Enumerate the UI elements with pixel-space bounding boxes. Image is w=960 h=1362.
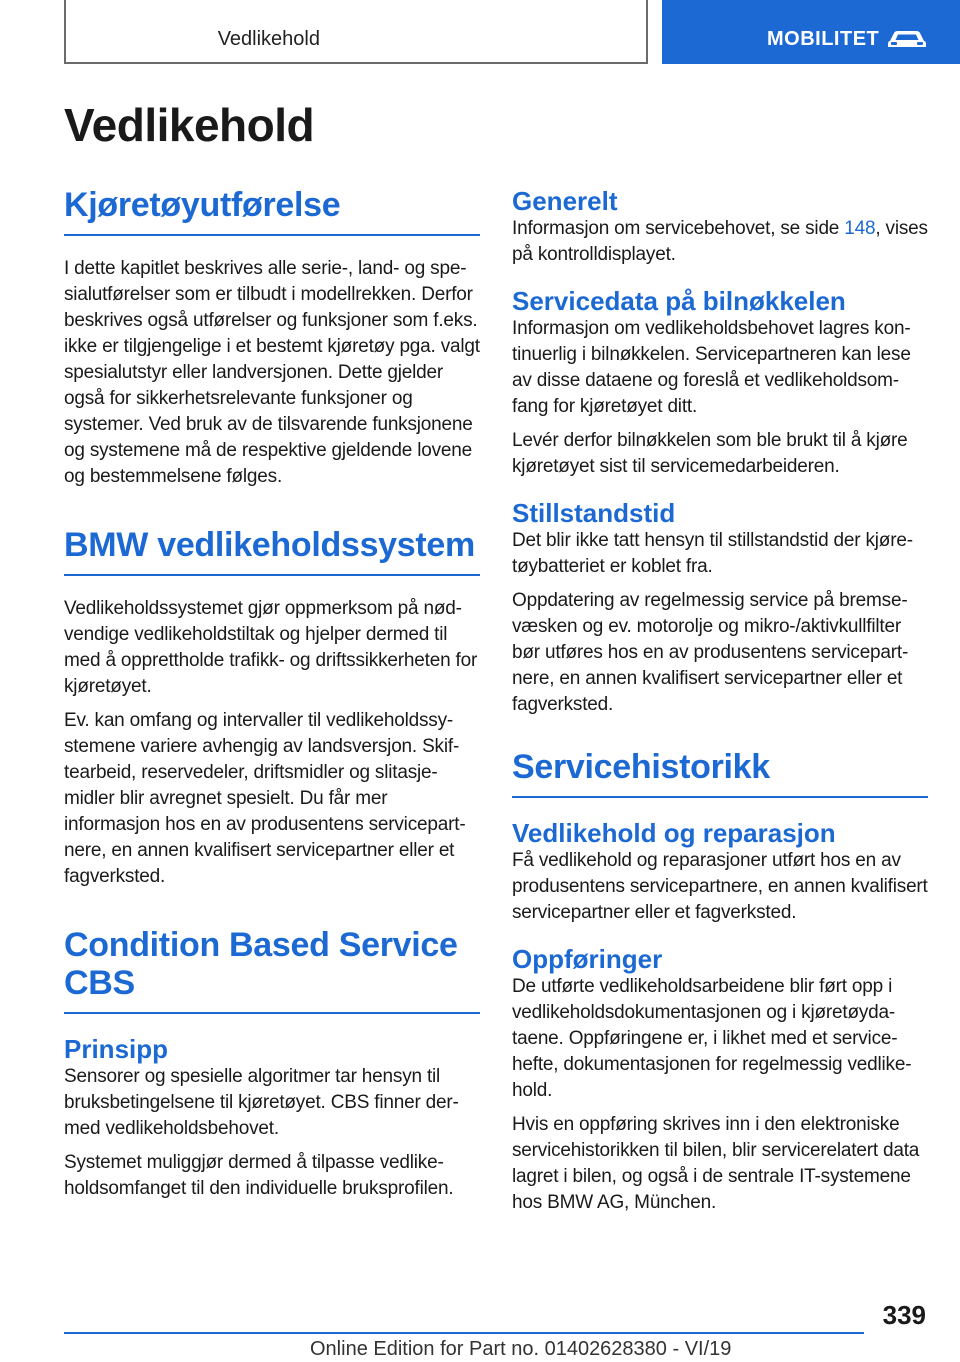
paragraph: Få vedlikehold og reparasjoner utført hos en av produsentens servicepartnere, en annen kvalifisert servicepartner eller et fagverksted. [512,850,928,923]
header-section-title: Vedlikehold [217,28,320,50]
subheading-servicedata: Servicedata på bilnøkkelen [512,286,846,316]
paragraph: Oppdatering av regelmessig service på bremsevæsken og ev. motorolje og mikro-/aktivkullfilter bør utføres hos en av produsentens servicepartnere, en annen kvalifisert servicepartner eller et fagverksted. [512,590,909,715]
subheading-stillstandstid: Stillstandstid [512,498,676,528]
subheading-prinsipp: Prinsipp [64,1034,169,1064]
subheading-generelt: Generelt [512,186,618,216]
paragraph [512,216,928,268]
text: , vises på kontrolldisplayet. [512,218,928,265]
heading-kjoretoyutforelse: Kjøretøyutførelse [64,186,341,224]
heading-bmw-vedlikeholdssystem: BMW vedlikeholdssystem [64,526,475,564]
paragraph: I dette kapitlet beskrives alle serie-, land- og spesialutførelser som er tilbudt i modellrekken. Derfor beskrives også utførelser og funksjoner som f.eks. ikke er tilgjengelige i et bestemt kjøretøy pga. valgt spesialutstyr eller landversjonen. Dette gjelder også for sikkerhetsrelevante funksjoner og systemer. Ved bruk av de tilsvarende funksjonene og systemene må de respektive gjeldende lovene og bestemmelsene følges. [64,258,480,487]
paragraph: Levér derfor bilnøkkelen som ble brukt til å kjøre kjøretøyet sist til servicemedarbeideren. [512,430,908,477]
paragraph: Systemet muliggjør dermed å tilpasse vedlikeholdsomfanget til den individuelle bruksprofilen. [64,1152,454,1199]
paragraph: Det blir ikke tatt hensyn til stillstandstid der kjøretøybatteriet er koblet fra. [512,530,914,577]
page-number: 339 [882,1300,926,1330]
heading-rule [512,796,928,798]
footer-rule [64,1332,864,1334]
paragraph: Hvis en oppføring skrives inn i den elektroniske servicehistorikken til bilen, blir servicerelatert data lagret i bilen, og også i de sentrale IT-systemene hos BMW AG, München. [512,1114,920,1213]
page-title: Vedlikehold [64,99,315,151]
car-icon [886,28,928,50]
heading-rule [64,234,480,236]
left-column [64,186,480,1210]
page-link[interactable]: 148 [844,218,876,239]
paragraph: De utførte vedlikeholdsarbeidene blir ført opp i vedlikeholdsdokumentasjonen og i kjøretøydataene. Oppføringene er, i likhet med et servicehefte, dokumentasjonen for regelmessig vedlikehold. [512,976,912,1101]
text: Informasjon om servicebehovet, se side [512,218,845,239]
paragraph: Sensorer og spesielle algoritmer tar hensyn til bruksbetingelsene til kjøretøyet. CBS finner dermed vedlikeholdsbehovet. [64,1066,459,1139]
mobilitet-tab-label: MOBILITET [767,28,880,50]
mobilitet-tab[interactable] [662,0,960,64]
footer-edition: Online Edition for Part no. 01402628380 - VI/19 [310,1338,732,1360]
paragraph: Vedlikeholdssystemet gjør oppmerksom på nødvendige vedlikeholdstiltak og hjelper dermed til med å opprettholde trafikk- og driftssikkerheten for kjøretøyet. [64,598,478,697]
heading-condition-based-service: Condition Based Service CBS [64,926,458,1002]
heading-rule [64,1012,480,1014]
subheading-vedlikehold-og-reparasjon: Vedlikehold og reparasjon [512,818,836,848]
heading-rule [64,574,480,576]
header-frame [64,0,648,64]
right-column [512,186,928,1224]
heading-servicehistorikk: Servicehistorikk [512,748,770,786]
paragraph: Informasjon om vedlikeholdsbehovet lagres kontinuerlig i bilnøkkelen. Servicepartneren kan lese av disse dataene og foreslå et vedlikeholdsomfang for kjøretøyet ditt. [512,318,911,417]
subheading-oppforinger: Oppføringer [512,944,663,974]
paragraph: Ev. kan omfang og intervaller til vedlikeholdssystemene variere avhengig av landsversjon. Skiftearbeid, reservedeler, driftsmidler og slitasjemidler blir avregnet spesielt. Du får mer informasjon hos en av produsentens servicepartnere, en annen kvalifisert servicepartner eller et fagverksted. [64,710,466,887]
